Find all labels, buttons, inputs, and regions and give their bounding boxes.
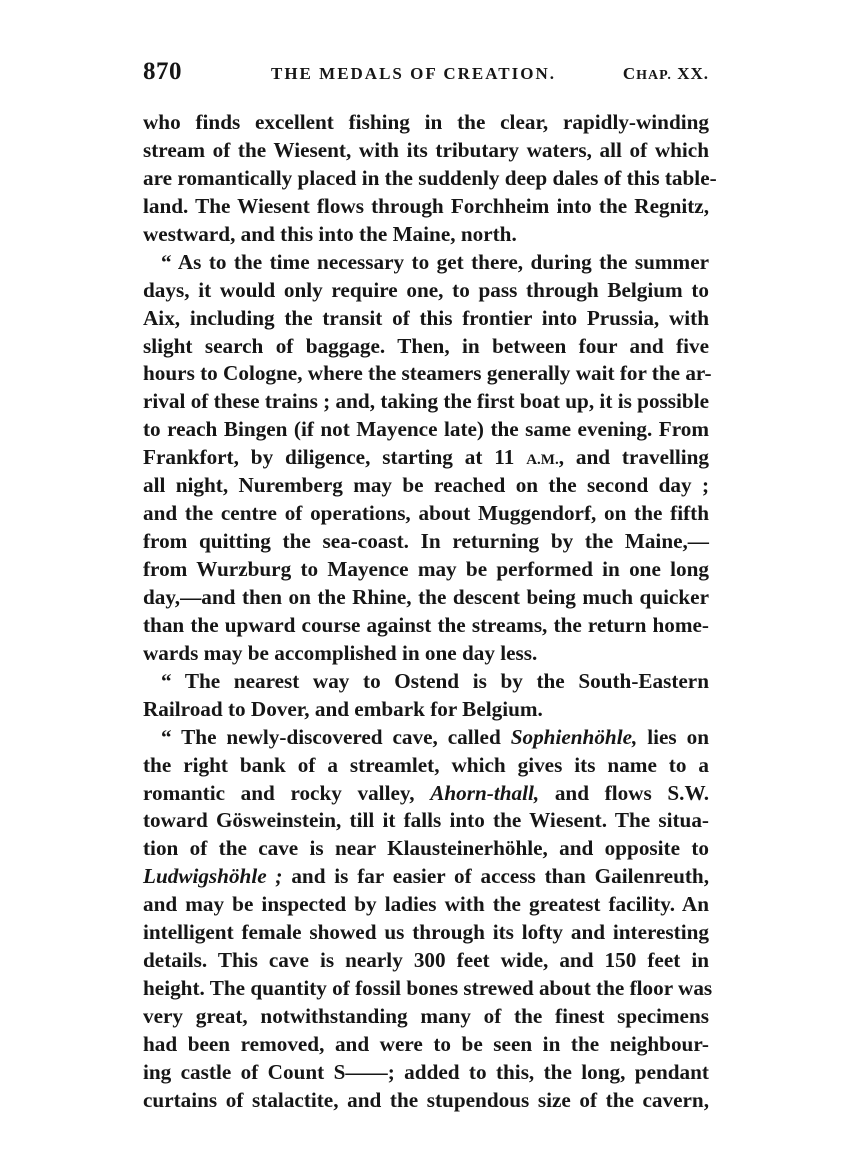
text-line: and may be inspected by ladies with the greatest facility. An bbox=[143, 892, 709, 917]
text-line: are romantically placed in the suddenly deep dales of this table- bbox=[143, 165, 717, 190]
page-number: 870 bbox=[143, 58, 182, 85]
text-line: from quitting the sea-coast. In returning by the Maine,— bbox=[143, 529, 709, 554]
text-segment: Frankfort, by diligence, starting at 11 bbox=[143, 445, 515, 470]
text-segment: lies on bbox=[637, 724, 709, 749]
text-segment: “ The newly-discovered cave, called bbox=[161, 724, 501, 749]
text-line: ing castle of Count S——; added to this, the long, pendant bbox=[143, 1059, 709, 1084]
text-segment: and flows S.W. bbox=[539, 780, 709, 805]
text-line: from Wurzburg to Mayence may be performed in one long bbox=[143, 557, 709, 581]
text-line: to reach Bingen (if not Mayence late) the same evening. From bbox=[143, 417, 709, 442]
text-line: intelligent female showed us through its lofty and interesting bbox=[143, 920, 709, 945]
text-line: Railroad to Dover, and embark for Belgium. bbox=[143, 696, 543, 721]
text-line: the right bank of a streamlet, which gives its name to a bbox=[143, 752, 709, 777]
text-line: than the upward course against the streams, the return home- bbox=[143, 612, 709, 637]
text-line: had been removed, and were to be seen in the neighbour- bbox=[143, 1031, 709, 1056]
text-line: very great, notwithstanding many of the finest specimens bbox=[143, 1004, 709, 1028]
text-line: toward Gösweinstein, till it falls into the Wiesent. The situa- bbox=[143, 808, 709, 833]
chapter-label-initial: C bbox=[622, 64, 637, 83]
text-segment: , and travelling bbox=[558, 445, 710, 470]
text-line: “ The nearest way to Ostend is by the South-Eastern bbox=[161, 668, 709, 693]
italic-term: Ludwigshöhle ; bbox=[143, 864, 283, 889]
text-line: height. The quantity of fossil bones strewed about the floor was bbox=[143, 976, 713, 1001]
text-line bbox=[143, 780, 709, 808]
text-line: and the centre of operations, about Muggendorf, on the fifth bbox=[143, 501, 709, 526]
chapter-label-rest: HAP. bbox=[636, 68, 672, 83]
text-line: days, it would only require one, to pass through Belgium to bbox=[143, 277, 709, 302]
text-line: Aix, including the transit of this frontier into Prussia, with bbox=[143, 305, 709, 330]
text-line bbox=[143, 444, 709, 472]
text-line: tion of the cave is near Klausteinerhöhle, and opposite to bbox=[143, 836, 709, 861]
text-line: curtains of stalactite, and the stupendous size of the cavern, bbox=[143, 1087, 709, 1112]
text-line: all night, Nuremberg may be reached on the second day ; bbox=[143, 473, 709, 498]
text-line: details. This cave is nearly 300 feet wide, and 150 feet in bbox=[143, 948, 709, 973]
text-line: “ As to the time necessary to get there, during the summer bbox=[161, 249, 709, 274]
text-line: day,—and then on the Rhine, the descent being much quicker bbox=[143, 584, 709, 609]
chapter-label bbox=[623, 64, 709, 84]
time-abbrev: A.M. bbox=[526, 452, 559, 469]
text-line: rival of these trains ; and, taking the first boat up, it is possible bbox=[143, 389, 709, 414]
text-line bbox=[143, 863, 709, 891]
text-line: who finds excellent fishing in the clear, rapidly-winding bbox=[143, 110, 709, 134]
text-line: slight search of baggage. Then, in between four and five bbox=[143, 333, 709, 358]
page-header bbox=[143, 58, 709, 94]
text-line: stream of the Wiesent, with its tributary waters, all of which bbox=[143, 137, 709, 162]
text-segment: romantic and rocky valley, bbox=[143, 780, 415, 805]
chapter-number: XX. bbox=[677, 64, 709, 83]
italic-term: Sophienhöhle, bbox=[510, 724, 638, 749]
text-line: hours to Cologne, where the steamers generally wait for the ar- bbox=[143, 361, 712, 386]
text-segment: and is far easier of access than Gailenreuth, bbox=[291, 864, 710, 889]
text-line: wards may be accomplished in one day less. bbox=[143, 640, 538, 665]
text-line bbox=[143, 724, 709, 752]
body-text bbox=[143, 109, 717, 1115]
running-title: THE MEDALS OF CREATION. bbox=[271, 64, 556, 83]
text-line: land. The Wiesent flows through Forchheim into the Regnitz, bbox=[143, 193, 709, 218]
italic-term: Ahorn-thall, bbox=[430, 780, 540, 805]
text-line: westward, and this into the Maine, north. bbox=[143, 221, 517, 246]
